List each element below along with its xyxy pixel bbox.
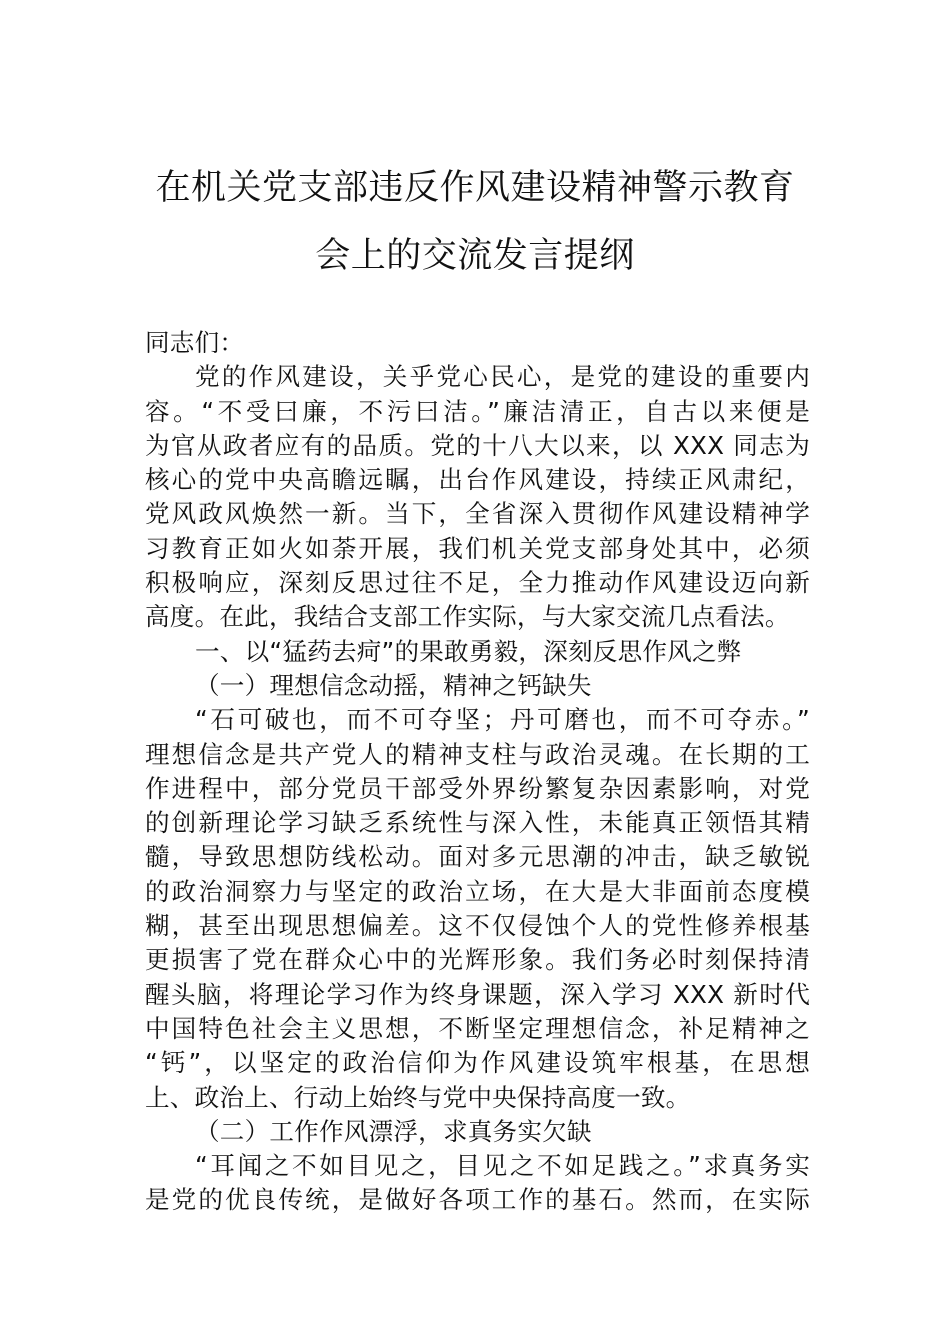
paragraph-line: 髓，导致思想防线松动。面对多元思潮的冲击，缺乏敏锐 <box>145 842 810 872</box>
paragraph-line: 上、政治上、行动上始终与党中央保持高度一致。 <box>145 1082 691 1112</box>
paragraph-line: 更损害了党在群众心中的光辉形象。我们务必时刻保持清 <box>145 945 810 975</box>
paragraph-line: 党风政风焕然一新。当下，全省深入贯彻作风建设精神学 <box>145 499 810 529</box>
paragraph-line: 习教育正如火如荼开展，我们机关党支部身处其中，必须 <box>145 533 810 563</box>
section-heading: 一、以“猛药去疴”的果敢勇毅，深刻反思作风之弊 <box>195 636 742 666</box>
paragraph-line: 是党的优良传统，是做好各项工作的基石。然而，在实际 <box>145 1185 810 1215</box>
paragraph-line: “耳闻之不如目见之，目见之不如足践之。”求真务实 <box>195 1151 810 1181</box>
paragraph-line: “钙”，以坚定的政治信仰为作风建设筑牢根基，在思想 <box>145 1048 810 1078</box>
paragraph-line: 作进程中，部分党员干部受外界纷繁复杂因素影响，对党 <box>145 773 810 803</box>
document-title-line-1: 在机关党支部违反作风建设精神警示教育 <box>155 168 795 208</box>
paragraph-line: “石可破也，而不可夺坚；丹可磨也，而不可夺赤。” <box>195 705 810 735</box>
document-title-line-2: 会上的交流发言提纲 <box>315 236 635 276</box>
paragraph-line: 为官从政者应有的品质。党的十八大以来，以 XXX 同志为 <box>145 430 810 460</box>
paragraph-line: 糊，甚至出现思想偏差。这不仅侵蚀个人的党性修养根基 <box>145 911 810 941</box>
paragraph-line: 中国特色社会主义思想，不断坚定理想信念，补足精神之 <box>145 1013 810 1043</box>
paragraph-line: 核心的党中央高瞻远瞩，出台作风建设，持续正风肃纪， <box>145 465 810 495</box>
paragraph-line: 醒头脑，将理论学习作为终身课题，深入学习 XXX 新时代 <box>145 979 810 1009</box>
subsection-heading: （一）理想信念动摇，精神之钙缺失 <box>195 670 592 700</box>
paragraph-line: 党的作风建设，关乎党心民心，是党的建设的重要内 <box>195 362 810 392</box>
salutation: 同志们： <box>145 328 245 357</box>
paragraph-line: 的政治洞察力与坚定的政治立场，在大是大非面前态度模 <box>145 876 810 906</box>
paragraph-line: 积极响应，深刻反思过往不足，全力推动作风建设迈向新 <box>145 568 810 598</box>
document-body <box>145 326 810 1218</box>
paragraph-line: 理想信念是共产党人的精神支柱与政治灵魂。在长期的工 <box>145 739 810 769</box>
paragraph-line: 的创新理论学习缺乏系统性与深入性，未能真正领悟其精 <box>145 808 810 838</box>
subsection-heading: （二）工作作风漂浮，求真务实欠缺 <box>195 1116 592 1146</box>
paragraph-line: 容。“不受曰廉，不污曰洁。”廉洁清正，自古以来便是 <box>145 396 810 426</box>
paragraph-line: 高度。在此，我结合支部工作实际，与大家交流几点看法。 <box>145 602 790 632</box>
